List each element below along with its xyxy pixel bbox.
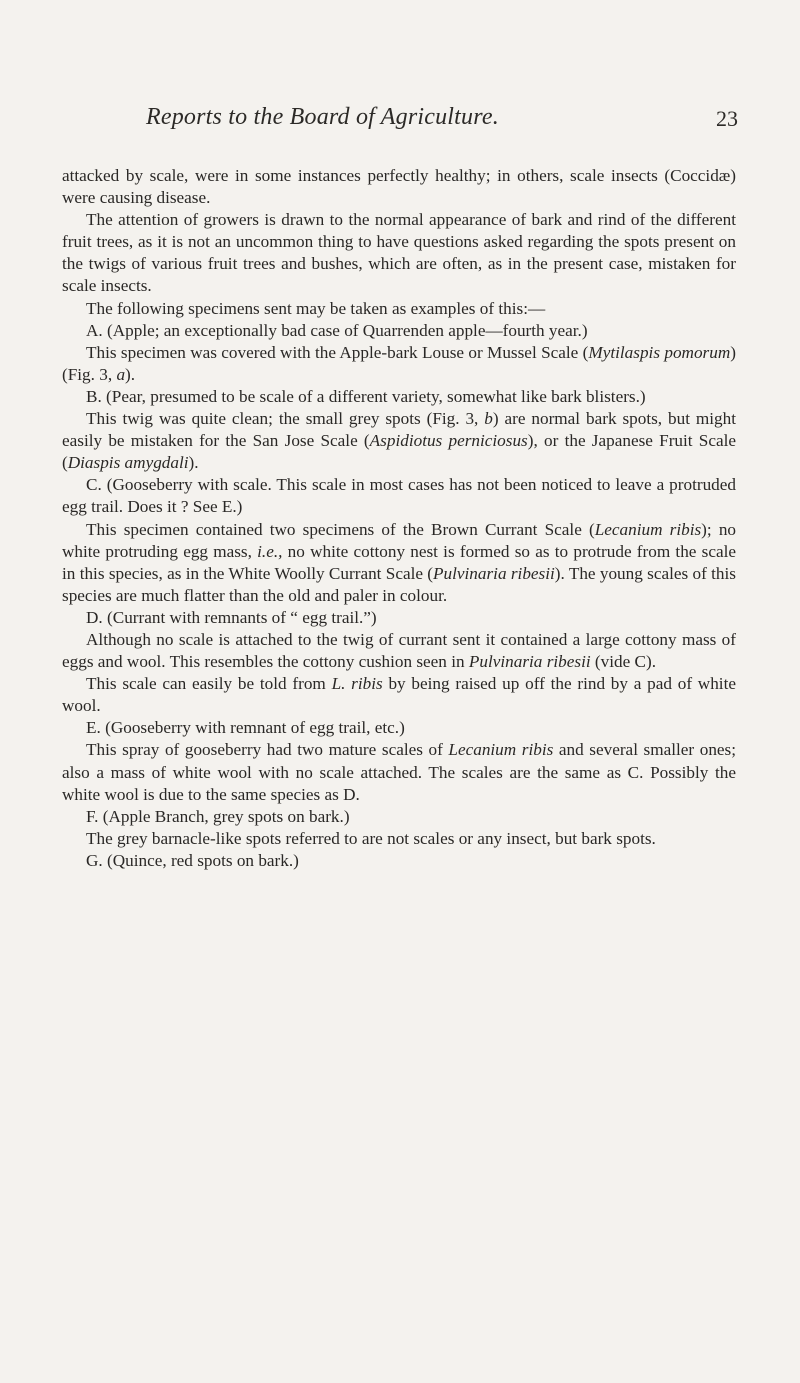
figure-letter: b	[484, 409, 493, 429]
specimen-a-description	[62, 342, 736, 386]
abbreviation: i.e.,	[257, 541, 283, 561]
species-name: Lecanium ribis	[448, 740, 554, 760]
paragraph-continuation: attacked by scale, were in some instances perfectly healthy; in others, scale insects (Coccidæ) were causing disease.	[62, 166, 736, 208]
specimen-g-heading: G. (Quince, red spots on bark.)	[86, 850, 299, 870]
species-name: Pulvinaria ribesii	[433, 563, 555, 583]
text-run: by being raised up off the rind by a pad of white wool.	[62, 674, 736, 716]
paragraph-examples-intro: The following specimens sent may be taken as examples of this:—	[86, 298, 546, 318]
specimen-d-description	[62, 629, 736, 673]
text-run: This spray of gooseberry had two mature scales of	[86, 740, 449, 760]
species-name: Aspidiotus perniciosus	[369, 431, 528, 451]
text-run: This specimen contained two specimens of the Brown Currant Scale (	[86, 519, 595, 539]
text-run: no white cottony nest is formed so as to protrude from the scale in this species, as in the White Woolly Currant Scale (	[62, 541, 737, 583]
text-run: ); no white protruding egg mass,	[62, 519, 737, 561]
text-run: ). The young scales of this species are much flatter than the old and paler in colour.	[62, 563, 736, 605]
specimen-b-heading: B. (Pear, presumed to be scale of a different variety, somewhat like bark blisters.)	[86, 386, 646, 406]
specimen-c-heading: C. (Gooseberry with scale. This scale in most cases has not been noticed to leave a protruded egg trail. Does it ? See E.)	[62, 475, 736, 517]
text-run: This scale can easily be told from	[86, 674, 332, 694]
paragraph-growers-attention: The attention of growers is drawn to the normal appearance of bark and rind of the different fruit trees, as it is not an uncommon thing to have questions asked regarding the spots present on the twigs of various fruit trees and bushes, which are often, as in the present case, mistaken for scale insects.	[62, 210, 736, 296]
text-run: and several smaller ones; also a mass of white wool with no scale attached. The scales are the same as C. Possibly the white wool is due to the same species as D.	[62, 740, 737, 804]
running-head	[60, 104, 760, 140]
text-run: (vide C).	[590, 652, 657, 672]
specimen-f-description: The grey barnacle-like spots referred to are not scales or any insect, but bark spots.	[86, 828, 656, 848]
specimen-e-heading: E. (Gooseberry with remnant of egg trail, etc.)	[86, 718, 405, 738]
text-run: Although no scale is attached to the twig of currant sent it contained a large cottony mass of eggs and wool. This resembles the cottony cushion seen in	[62, 629, 736, 672]
text-run: ).	[188, 453, 199, 473]
page-number: 23	[716, 106, 738, 131]
species-name: Diaspis amygdali	[67, 453, 189, 473]
species-name: Lecanium ribis	[594, 519, 702, 539]
text-run: ) are normal bark spots, but might easily be mistaken for the San Jose Scale (	[62, 409, 736, 451]
specimen-f-heading: F. (Apple Branch, grey spots on bark.)	[86, 806, 350, 826]
specimen-d-heading: D. (Currant with remnants of “ egg trail.”)	[86, 607, 377, 627]
figure-letter: a	[116, 364, 126, 384]
running-title: Reports to the Board of Agriculture.	[146, 104, 499, 130]
body-text	[62, 165, 736, 872]
text-run: ), or the Japanese Fruit Scale (	[62, 431, 737, 473]
specimen-b-description	[62, 408, 736, 474]
specimen-a-heading: A. (Apple; an exceptionally bad case of Quarrenden apple—fourth year.)	[86, 320, 588, 340]
species-name: Mytilaspis pomorum	[588, 342, 731, 362]
text-run: ) (Fig. 3,	[62, 342, 736, 384]
species-name: Pulvinaria ribesii	[468, 652, 591, 672]
text-run: This specimen was covered with the Apple-bark Louse or Mussel Scale (	[86, 342, 589, 362]
species-name: L. ribis	[331, 674, 383, 694]
specimen-c-description	[62, 519, 736, 607]
text-run: This twig was quite clean; the small grey spots (Fig. 3,	[86, 409, 485, 429]
text-run: ).	[125, 364, 136, 384]
specimen-e-description	[62, 739, 736, 805]
specimen-d-note	[62, 673, 736, 717]
